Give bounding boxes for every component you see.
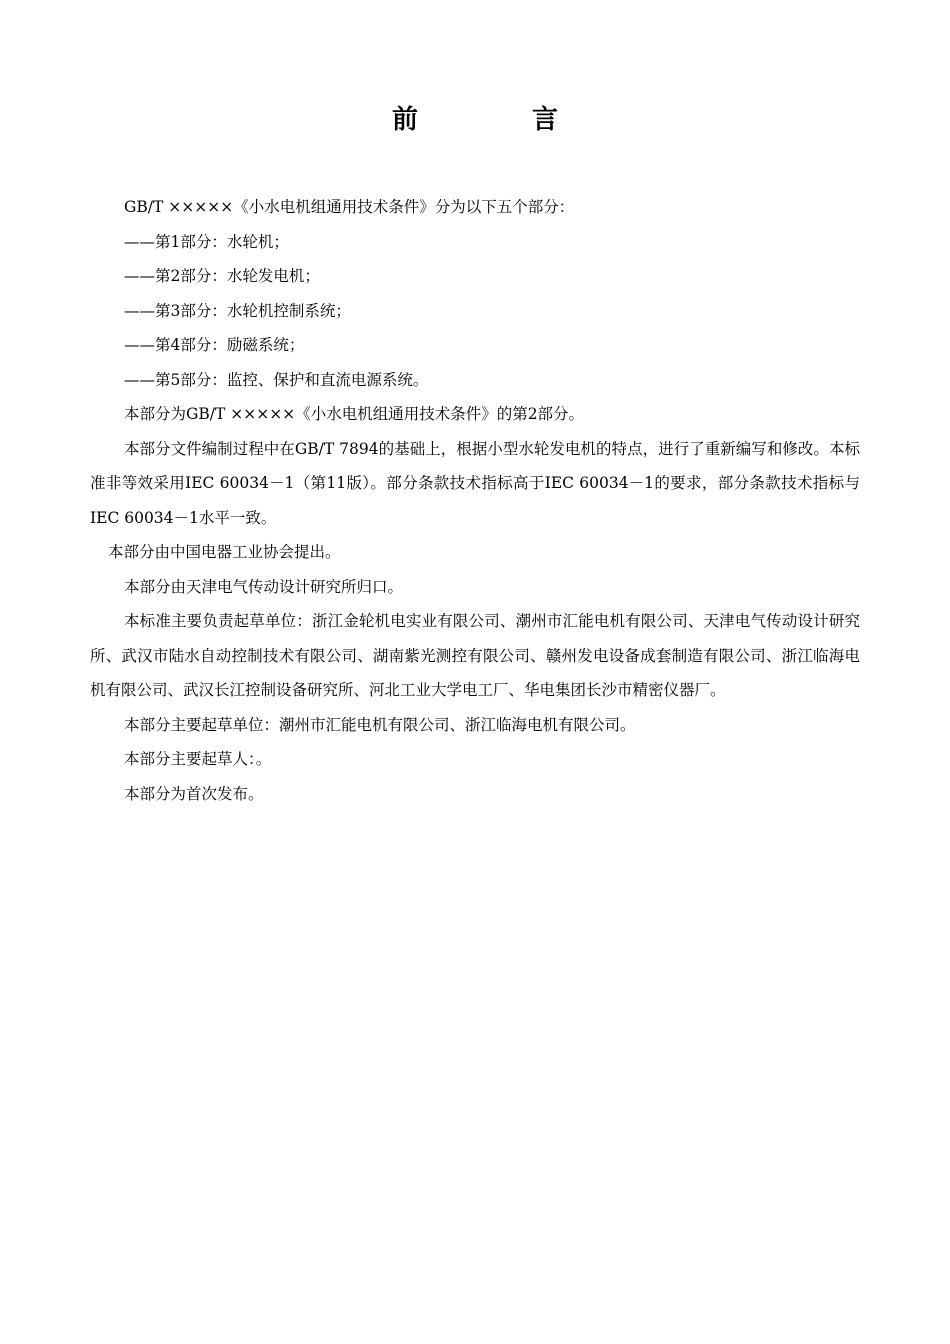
list-item-part-4: ——第4部分：励磁系统； bbox=[124, 336, 305, 354]
list-item-part-5: ——第5部分：监控、保护和直流电源系统。 bbox=[124, 370, 429, 389]
list-item-part-2: ——第2部分：水轮发电机； bbox=[124, 267, 320, 285]
paragraph-proposed-by: 本部分由中国电器工业协会提出。 bbox=[108, 543, 341, 561]
paragraph-parts-intro: GB/T ×××××《小水电机组通用技术条件》分为以下五个部分： bbox=[124, 198, 575, 216]
paragraph-drafting-units: 本部分主要起草单位：潮州市汇能电机有限公司、浙江临海电机有限公司。 bbox=[124, 715, 636, 734]
paragraph-centralized-by: 本部分由天津电气传动设计研究所归口。 bbox=[124, 577, 404, 596]
foreword-body bbox=[90, 190, 860, 811]
paragraph-drafters: 本部分主要起草人：。 bbox=[124, 750, 272, 768]
list-item-part-3: ——第3部分：水轮机控制系统； bbox=[124, 301, 351, 320]
paragraph-this-part: 本部分为GB/T ×××××《小水电机组通用技术条件》的第2部分。 bbox=[124, 405, 585, 423]
paragraph-first-release: 本部分为首次发布。 bbox=[124, 784, 264, 803]
list-item-part-1: ——第1部分：水轮机； bbox=[124, 232, 289, 251]
paragraph-main-drafting-units: 本标准主要负责起草单位：浙江金轮机电实业有限公司、潮州市汇能电机有限公司、天津电气传动设计研究所、武汉市陆水自动控制技术有限公司、湖南紫光测控有限公司、赣州发电设备成套制造有限公司、浙江临海电机有限公司、武汉长江控制设备研究所、河北工业大学电工厂、华电集团长沙市精密仪器厂。 bbox=[90, 612, 860, 699]
page-title: 前 言 bbox=[391, 105, 602, 135]
paragraph-compilation: 本部分文件编制过程中在GB/T 7894的基础上，根据小型水轮发电机的特点，进行了重新编写和修改。本标准非等效采用IEC 60034－1（第11版）。部分条款技术指标高于IEC 60034－1的要求，部分条款技术指标与IEC 60034－1水平一致。 bbox=[90, 439, 860, 527]
